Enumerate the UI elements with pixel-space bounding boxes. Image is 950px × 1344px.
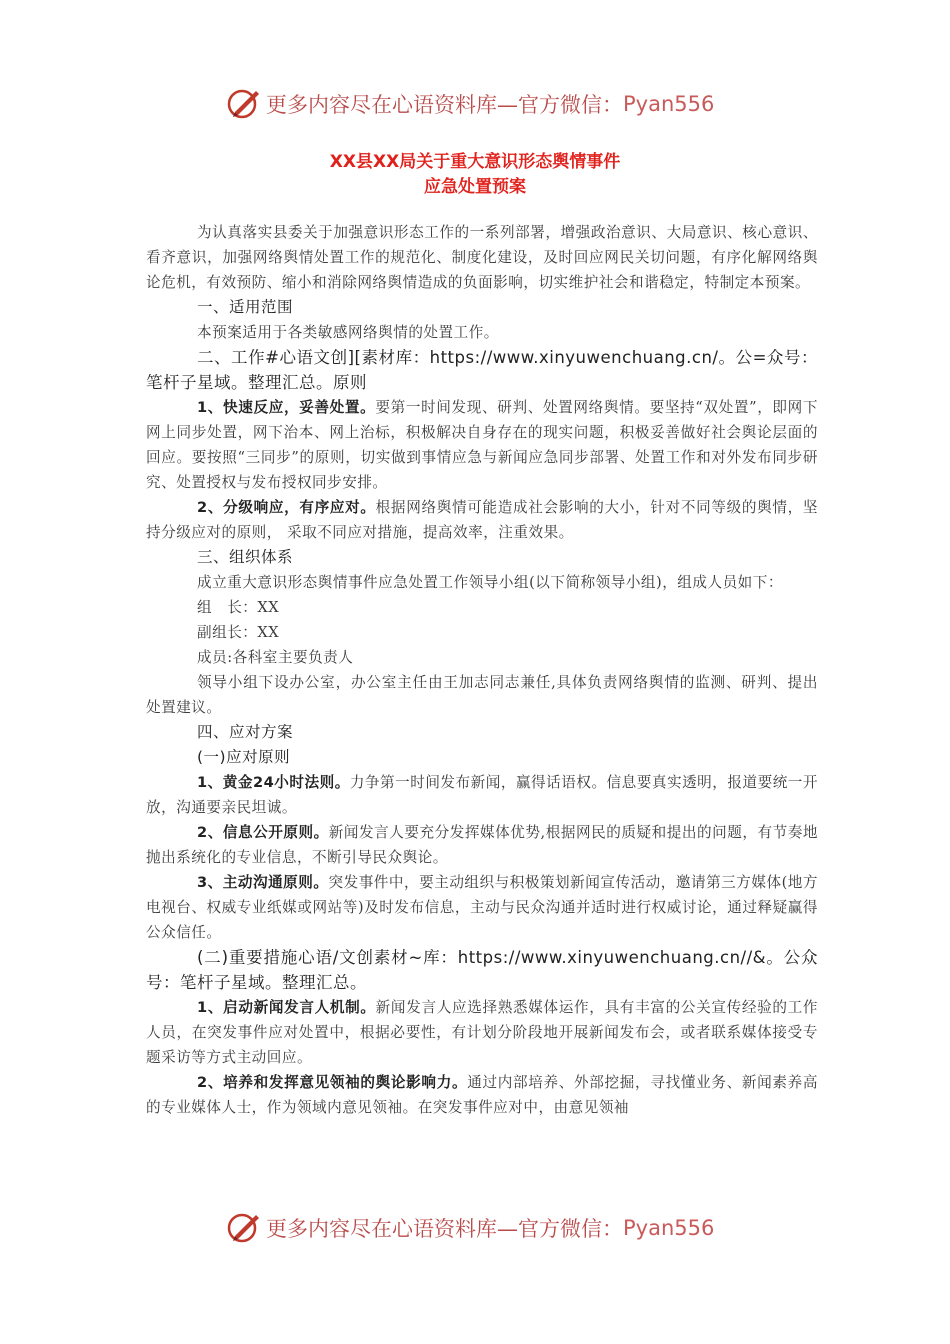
banner-wechat-id: Pyan556 xyxy=(623,1216,715,1240)
principle-2 xyxy=(146,495,818,545)
document-body xyxy=(146,220,818,1120)
measure-1 xyxy=(146,995,818,1070)
measure-1-title: 1、启动新闻发言人机制。 xyxy=(197,999,376,1016)
principle-2-text: 根据网络舆情可能造成社会影响的大小，针对不同等级的舆情，坚持分级应对的原则， 采取不同应对措施，提高效率，注重效果。 xyxy=(146,499,818,541)
banner-text: 更多内容尽在心语资料库—官方微信： xyxy=(266,1217,623,1241)
section-2-heading: 二、工作#心语文创][素材库：https://www.xinyuwenchuang.cn/。公=众号：笔杆子星域。整理汇总。原则 xyxy=(146,348,818,392)
office-line: 领导小组下设办公室，办公室主任由王加志同志兼任,具体负责网络舆情的监测、研判、提出处置建议。 xyxy=(146,674,818,716)
rule-2 xyxy=(146,820,818,870)
rule-3-text: 突发事件中，要主动组织与积极策划新闻宣传活动，邀请第三方媒体(地方电视台、权威专业纸媒或网站等)及时发布信息，主动与民众沟通并适时进行权威讨论，通过释疑赢得公众信任。 xyxy=(146,874,819,941)
section-1-text: 本预案适用于各类敏感网络舆情的处置工作。 xyxy=(197,324,499,341)
section-3-text: 成立重大意识形态舆情事件应急处置工作领导小组(以下简称领导小组)，组成人员如下： xyxy=(197,574,783,591)
rule-1 xyxy=(146,770,818,820)
doc-title-line1: XX县XX局关于重大意识形态舆情事件 xyxy=(329,152,621,172)
intro-paragraph: 为认真落实县委关于加强意识形态工作的一系列部署，增强政治意识、大局意识、核心意识、看齐意识，加强网络舆情处置工作的规范化、制度化建设，及时回应网民关切问题，有序化解网络舆论危机，有效预防、缩小和消除网络舆情造成的负面影响，切实维护社会和谐稳定，特制定本预案。 xyxy=(146,224,818,291)
rule-2-title: 2、信息公开原则。 xyxy=(197,824,329,841)
principle-2-title: 2、分级响应，有序应对。 xyxy=(197,499,376,516)
section-1-heading: 一、适用范围 xyxy=(197,298,294,316)
principle-1-text: 要第一时间发现、研判、处置网络舆情。要坚持“双处置”，即网下网上同步处置，网下治本、网上治标，积极解决自身存在的现实问题，积极妥善做好社会舆论层面的回应。要按照“三同步”的原则，切实做到事情应急与新闻应急同步部署、处置工作和对外发布同步研究、处置授权与发布授权同步安排。 xyxy=(146,399,818,491)
rule-3-title: 3、主动沟通原则。 xyxy=(197,874,329,891)
pen-logo-icon xyxy=(226,86,262,122)
rule-3 xyxy=(146,870,818,945)
principle-1 xyxy=(146,395,818,495)
subsection-2-heading: (二)重要措施心语/文创素材~库：https://www.xinyuwenchuang.cn//&。公众号：笔杆子星域。整理汇总。 xyxy=(146,948,818,992)
pen-logo-icon xyxy=(226,1210,262,1246)
principle-1-title: 1、快速反应，妥善处置。 xyxy=(197,399,376,416)
doc-title-line2: 应急处置预案 xyxy=(424,177,526,197)
banner-wechat-id: Pyan556 xyxy=(623,92,715,116)
subsection-1-heading: (一)应对原则 xyxy=(197,748,291,766)
leader-line: 组 长：XX xyxy=(197,599,280,616)
deputy-line: 副组长：XX xyxy=(197,624,280,641)
header-banner xyxy=(226,84,714,124)
measure-2-title: 2、培养和发挥意见领袖的舆论影响力。 xyxy=(197,1074,468,1091)
rule-1-title: 1、黄金24小时法则。 xyxy=(197,774,350,791)
rule-2-text: 新闻发言人要充分发挥媒体优势,根据网民的质疑和提出的问题，有节奏地抛出系统化的专业信息，不断引导民众舆论。 xyxy=(146,824,818,866)
measure-2 xyxy=(146,1070,818,1120)
measure-1-text: 新闻发言人应选择熟悉媒体运作，具有丰富的公关宣传经验的工作人员，在突发事件应对处置中，根据必要性，有计划分阶段地开展新闻发布会，或者联系媒体接受专题采访等方式主动回应。 xyxy=(146,999,818,1066)
footer-banner xyxy=(226,1208,714,1248)
members-line: 成员:各科室主要负责人 xyxy=(197,649,354,666)
section-3-heading: 三、组织体系 xyxy=(197,548,294,566)
measure-2-text: 通过内部培养、外部挖掘，寻找懂业务、新闻素养高的专业媒体人士，作为领域内意见领袖。在突发事件应对中，由意见领袖 xyxy=(146,1074,818,1116)
rule-1-text: 力争第一时间发布新闻，赢得话语权。信息要真实透明，报道要统一开放，沟通要亲民坦诚。 xyxy=(146,774,818,816)
banner-text: 更多内容尽在心语资料库—官方微信： xyxy=(266,93,623,117)
section-4-heading: 四、应对方案 xyxy=(197,723,294,741)
